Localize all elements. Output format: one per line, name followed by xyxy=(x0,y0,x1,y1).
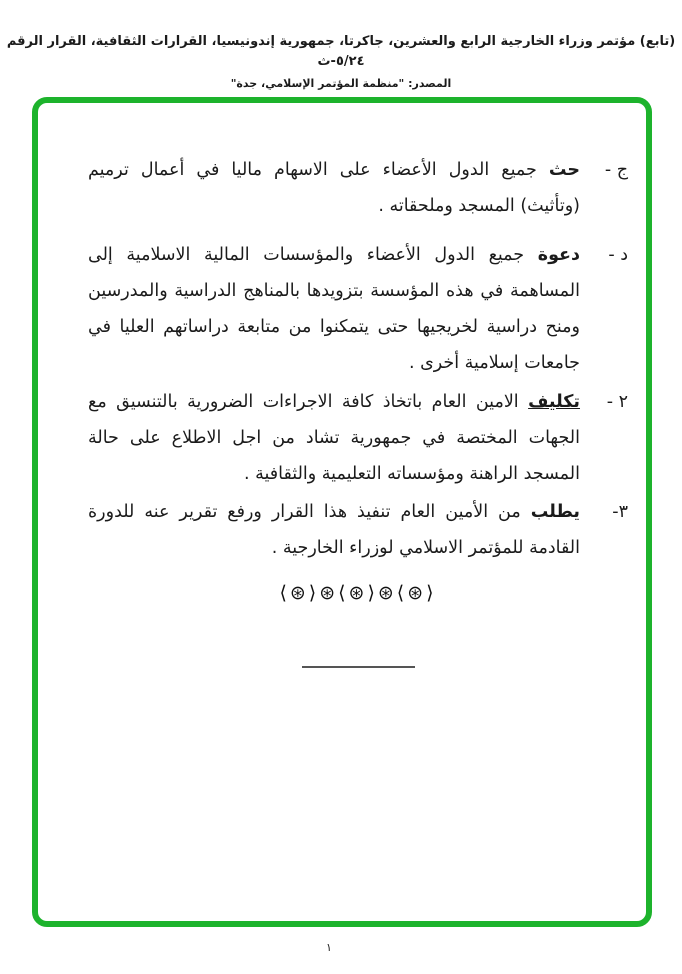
item-lead-word: دعوة xyxy=(537,245,580,265)
page-number: ١ xyxy=(326,941,332,954)
item-body-text: الامين العام باتخاذ كافة الاجراءات الضرورية بالتنسيق مع الجهات المختصة في جمهورية تشاد من اجل الاطلاع على حالة المسجد الراهنة ومؤسساته التعليمية والثقافية . xyxy=(88,392,580,484)
document-header xyxy=(0,32,682,90)
list-item xyxy=(88,152,628,224)
list-item xyxy=(88,494,628,566)
end-rule xyxy=(302,666,415,668)
item-text xyxy=(88,494,580,566)
list-item xyxy=(88,384,628,492)
item-text xyxy=(88,152,580,224)
item-lead-word: تكليف xyxy=(528,392,580,412)
item-lead-word: حث xyxy=(548,160,580,180)
item-marker: ج - xyxy=(604,160,628,180)
item-body-text: جميع الدول الأعضاء على الاسهام ماليا في أعمال ترميم (وتأثيث) المسجد وملحقاته . xyxy=(88,160,580,216)
list-item xyxy=(88,237,628,381)
item-lead-word: يطلب xyxy=(530,502,580,522)
item-marker: د - xyxy=(608,245,628,265)
item-text xyxy=(88,237,580,381)
item-body-text: من الأمين العام تنفيذ هذا القرار ورفع تقرير عنه للدورة القادمة للمؤتمر الاسلامي لوزراء الخارجية . xyxy=(88,502,580,558)
item-body-text: جميع الدول الأعضاء والمؤسسات المالية الاسلامية إلى المساهمة في هذه المؤسسة بتزويدها بالمناهج الدراسية والمدرسين ومنح دراسية لخريجيها حتى يتمكنوا من متابعة دراساتهم العليا في جامعات إسلامية أخرى . xyxy=(88,245,580,373)
header-source: المصدر: "منظمة المؤتمر الإسلامي، جدة" xyxy=(230,77,452,90)
resolution-body xyxy=(88,152,628,668)
item-marker: ٣- xyxy=(612,502,628,522)
header-title: (تابع) مؤتمر وزراء الخارجية الرابع والعشرين، جاكرتا، جمهورية إندونيسيا، القرارات الثقافية، القرار الرقم ٥/٢٤-ث xyxy=(6,34,676,69)
item-text xyxy=(88,384,580,492)
item-marker: ٢ - xyxy=(606,392,628,412)
ornamental-divider: ⟨⊛⟩⊛⟨⊛⟩⊛⟨⊛⟩ xyxy=(279,582,437,604)
